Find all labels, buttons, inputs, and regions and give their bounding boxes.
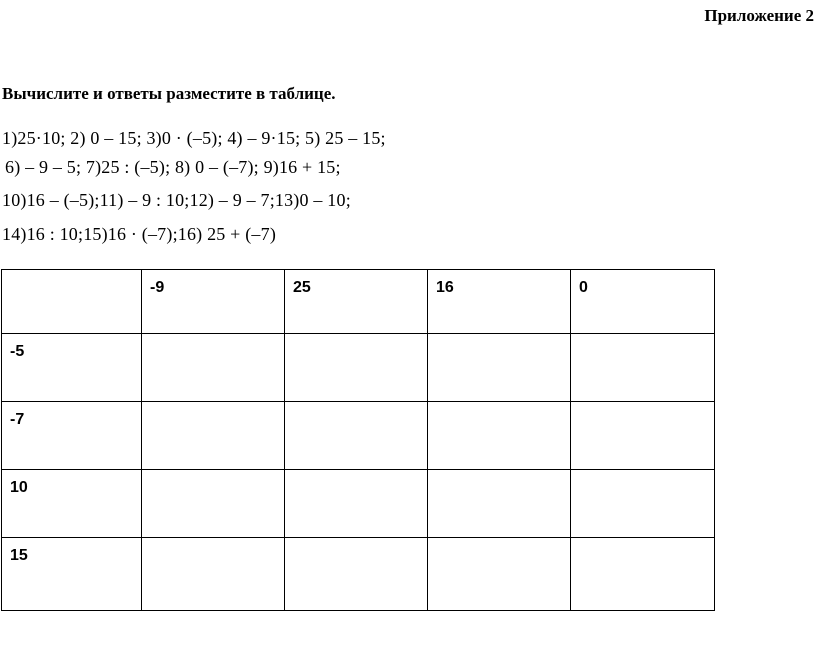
answer-cell[interactable]: [571, 402, 715, 470]
row-header-cell: 15: [2, 538, 142, 611]
row-header-cell: 10: [2, 470, 142, 538]
expression-line-4: 14)16 : 10;15)16 · (–7);16) 25 + (–7): [2, 224, 277, 244]
table-row: [2, 470, 715, 538]
row-header-cell: -5: [2, 334, 142, 402]
answer-cell[interactable]: [142, 470, 285, 538]
table-corner-cell: [2, 270, 142, 334]
expression-line-1: 1)25·10; 2) 0 – 15; 3)0 · (–5); 4) – 9·15; 5) 25 – 15;: [2, 128, 386, 148]
table-row: [2, 402, 715, 470]
answer-cell[interactable]: [142, 402, 285, 470]
answer-cell[interactable]: [571, 334, 715, 402]
column-header-cell: 25: [285, 270, 428, 334]
answer-cell[interactable]: [285, 334, 428, 402]
table-row: [2, 334, 715, 402]
task-heading: Вычислите и ответы разместите в таблице.: [2, 84, 336, 103]
column-header-cell: -9: [142, 270, 285, 334]
answer-cell[interactable]: [428, 538, 571, 611]
answer-cell[interactable]: [571, 470, 715, 538]
column-header-cell: 16: [428, 270, 571, 334]
answer-cell[interactable]: [285, 470, 428, 538]
appendix-label: Приложение 2: [704, 6, 814, 25]
answer-cell[interactable]: [428, 470, 571, 538]
answer-cell[interactable]: [142, 538, 285, 611]
column-header-cell: 0: [571, 270, 715, 334]
answer-cell[interactable]: [285, 538, 428, 611]
answer-cell[interactable]: [428, 402, 571, 470]
table-header-row: [2, 270, 715, 334]
answer-cell[interactable]: [571, 538, 715, 611]
answer-cell[interactable]: [142, 334, 285, 402]
row-header-cell: -7: [2, 402, 142, 470]
expression-line-3: 10)16 – (–5);11) – 9 : 10;12) – 9 – 7;13)0 – 10;: [2, 190, 351, 210]
answer-cell[interactable]: [428, 334, 571, 402]
answer-cell[interactable]: [285, 402, 428, 470]
table-row: [2, 538, 715, 611]
answer-table: [1, 269, 715, 611]
expression-line-2: 6) – 9 – 5; 7)25 : (–5); 8) 0 – (–7); 9)16 + 15;: [5, 157, 341, 177]
